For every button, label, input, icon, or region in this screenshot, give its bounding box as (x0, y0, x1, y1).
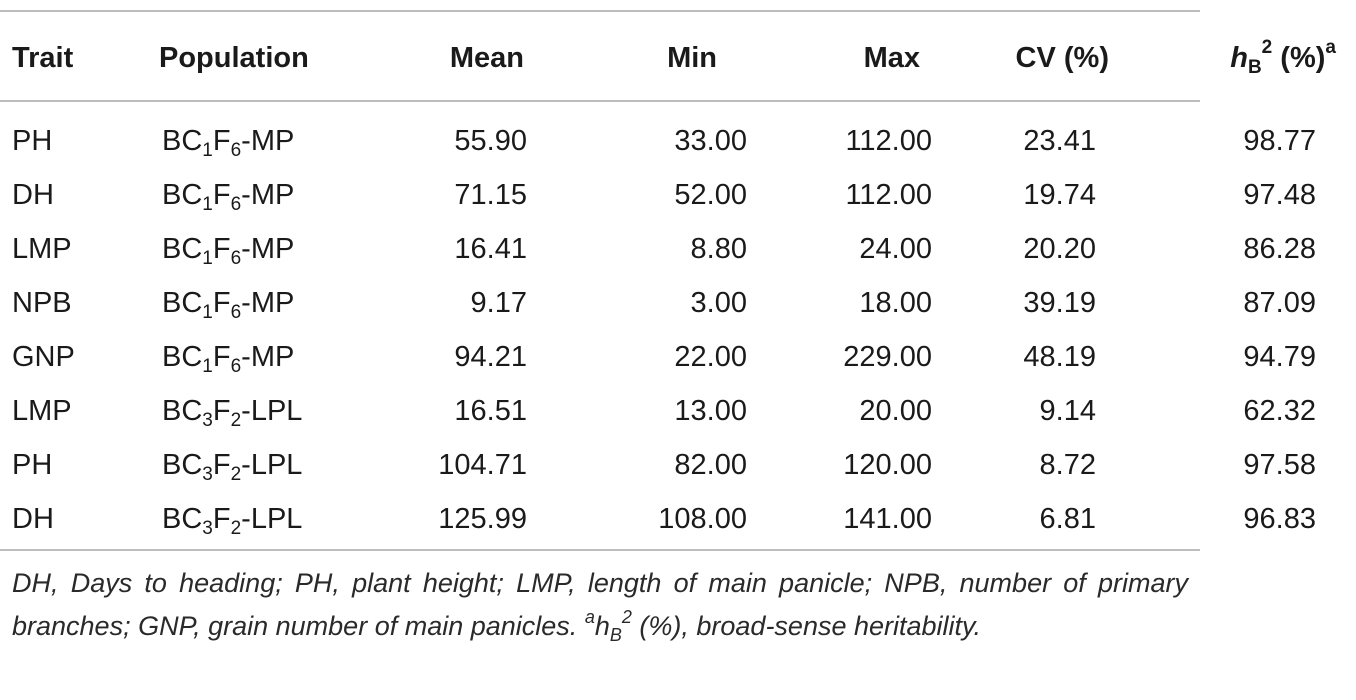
table-row (0, 102, 1356, 168)
footnote-mark: a (584, 607, 595, 627)
table-row (0, 492, 1356, 546)
population-sub2: 2 (230, 517, 242, 539)
cell-cv: 39.19 (1023, 286, 1096, 319)
cell-max: 112.00 (845, 124, 932, 157)
cell-min: 33.00 (674, 124, 747, 157)
cell-min: 52.00 (674, 178, 747, 211)
population-sub1: 1 (202, 247, 213, 269)
population-mid: F (212, 394, 231, 427)
cell-heritability: 97.48 (1243, 178, 1316, 211)
population-mid: F (212, 286, 231, 319)
cell-trait: LMP (12, 232, 72, 265)
header-population: Population (159, 41, 309, 74)
cell-mean: 104.71 (438, 448, 527, 481)
population-mid: F (212, 448, 231, 481)
population-suffix: -MP (241, 286, 295, 319)
footnote-definition: (%), broad-sense heritability. (631, 611, 982, 641)
header-trait: Trait (12, 41, 74, 74)
cell-heritability: 62.32 (1243, 394, 1316, 427)
population-suffix: -LPL (241, 502, 303, 535)
cell-mean: 94.21 (454, 340, 527, 373)
cell-min: 13.00 (674, 394, 747, 427)
cell-max: 120.00 (843, 448, 932, 481)
population-prefix: BC (162, 178, 203, 211)
population-sub1: 3 (202, 517, 213, 539)
cell-max: 24.00 (859, 232, 932, 265)
population-sub2: 6 (230, 355, 242, 377)
cell-max: 229.00 (843, 340, 932, 373)
cell-heritability: 97.58 (1243, 448, 1316, 481)
cell-min: 8.80 (690, 232, 747, 265)
cell-heritability: 86.28 (1243, 232, 1316, 265)
cell-cv: 6.81 (1039, 502, 1096, 535)
cell-heritability: 94.79 (1243, 340, 1316, 373)
population-sub2: 6 (230, 301, 242, 323)
table-row (0, 222, 1356, 276)
header-max: Max (863, 41, 920, 74)
population-sub2: 6 (230, 247, 242, 269)
cell-population (137, 438, 359, 492)
heritability-unit: (%) (1272, 41, 1326, 74)
population-mid: F (212, 178, 231, 211)
population-suffix: -LPL (241, 394, 303, 427)
cell-population (137, 168, 359, 222)
population-mid: F (212, 502, 231, 535)
population-prefix: BC (162, 286, 203, 319)
bottom-rule (0, 549, 1200, 551)
cell-heritability: 87.09 (1243, 286, 1316, 319)
footnote-exponent: 2 (621, 607, 632, 627)
population-prefix: BC (162, 448, 203, 481)
cell-cv: 9.14 (1039, 394, 1096, 427)
cell-cv: 19.74 (1023, 178, 1096, 211)
population-suffix: -MP (241, 232, 295, 265)
cell-max: 20.00 (859, 394, 932, 427)
population-prefix: BC (162, 340, 203, 373)
header-row (0, 12, 1356, 102)
cell-trait: DH (12, 502, 54, 535)
heritability-note-mark: a (1325, 36, 1336, 58)
cell-population (137, 384, 359, 438)
population-sub2: 2 (230, 463, 242, 485)
population-suffix: -MP (241, 178, 295, 211)
population-suffix: -MP (241, 124, 295, 157)
population-sub1: 1 (202, 193, 213, 215)
footnote-symbol: h (594, 611, 610, 641)
cell-max: 141.00 (843, 502, 932, 535)
cell-population (137, 102, 359, 168)
table-row (0, 330, 1356, 384)
header-cv: CV (%) (1015, 41, 1109, 74)
cell-min: 82.00 (674, 448, 747, 481)
cell-heritability: 96.83 (1243, 502, 1316, 535)
population-prefix: BC (162, 124, 203, 157)
population-mid: F (212, 340, 231, 373)
heritability-exponent: 2 (1261, 36, 1273, 58)
population-sub2: 6 (230, 193, 242, 215)
header-heritability (1121, 12, 1356, 102)
population-sub2: 2 (230, 409, 242, 431)
table-row (0, 438, 1356, 492)
population-suffix: -LPL (241, 448, 303, 481)
population-sub1: 3 (202, 463, 213, 485)
population-sub1: 1 (202, 301, 213, 323)
cell-max: 112.00 (845, 178, 932, 211)
population-prefix: BC (162, 502, 203, 535)
cell-heritability: 98.77 (1243, 124, 1316, 157)
cell-trait: PH (12, 124, 53, 157)
cell-trait: PH (12, 448, 53, 481)
population-sub1: 1 (202, 355, 213, 377)
header-min: Min (667, 41, 717, 74)
cell-min: 108.00 (658, 502, 747, 535)
heritability-subscript: B (1247, 56, 1262, 78)
population-suffix: -MP (241, 340, 295, 373)
cell-mean: 55.90 (454, 124, 527, 157)
cell-cv: 48.19 (1023, 340, 1096, 373)
cell-trait: DH (12, 178, 54, 211)
population-mid: F (212, 232, 231, 265)
cell-min: 3.00 (690, 286, 747, 319)
cell-mean: 125.99 (438, 502, 527, 535)
heritability-symbol: h (1230, 41, 1248, 74)
population-sub1: 3 (202, 409, 213, 431)
table-row (0, 384, 1356, 438)
cell-population (137, 330, 359, 384)
cell-cv: 20.20 (1023, 232, 1096, 265)
cell-min: 22.00 (674, 340, 747, 373)
table-row (0, 168, 1356, 222)
population-prefix: BC (162, 232, 203, 265)
footnote-abbreviations: DH, Days to heading; PH, plant height; LMP, length of main panicle; NPB, number of primary branches; GNP, grain number of main panicles. (12, 568, 1188, 641)
cell-population (137, 222, 359, 276)
cell-trait: LMP (12, 394, 72, 427)
cell-mean: 71.15 (454, 178, 527, 211)
header-mean: Mean (449, 41, 524, 74)
population-sub1: 1 (202, 139, 213, 161)
trait-statistics-table (0, 12, 1356, 546)
footnote-subscript: B (609, 625, 622, 645)
cell-cv: 8.72 (1039, 448, 1096, 481)
population-sub2: 6 (230, 139, 242, 161)
population-prefix: BC (162, 394, 203, 427)
cell-mean: 9.17 (470, 286, 527, 319)
cell-cv: 23.41 (1023, 124, 1096, 157)
cell-population (137, 276, 359, 330)
cell-trait: NPB (12, 286, 72, 319)
cell-population (137, 492, 359, 546)
cell-mean: 16.41 (454, 232, 527, 265)
population-mid: F (212, 124, 231, 157)
table-row (0, 276, 1356, 330)
cell-mean: 16.51 (454, 394, 527, 427)
cell-max: 18.00 (859, 286, 932, 319)
table-footnote (12, 562, 1188, 648)
cell-trait: GNP (12, 340, 75, 373)
